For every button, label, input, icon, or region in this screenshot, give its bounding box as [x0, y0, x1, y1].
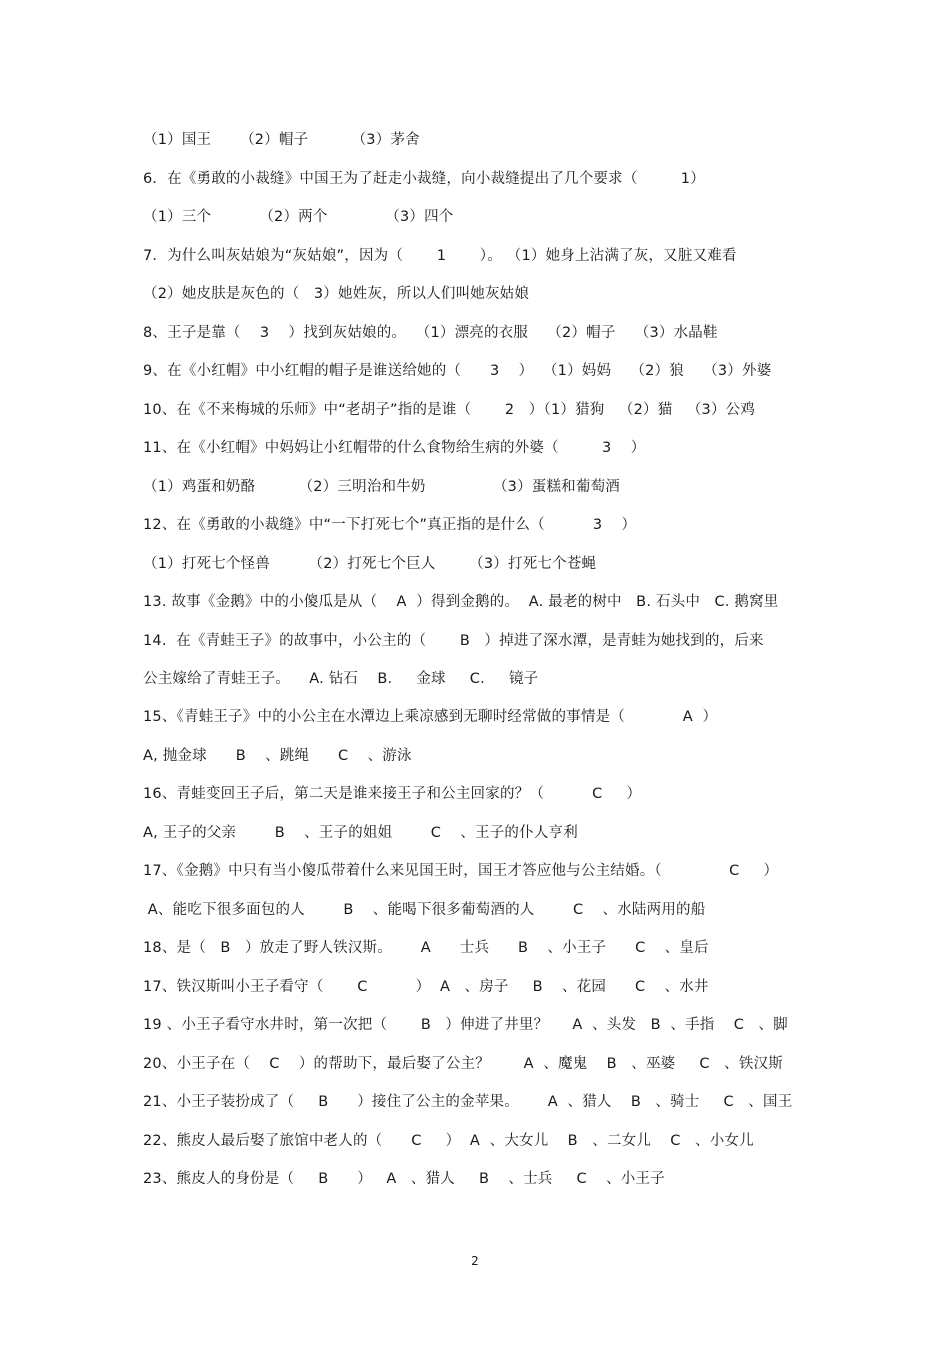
question-20: 20、小王子在（ C ）的帮助下，最后娶了公主？ A 、魔鬼 B 、巫婆 C 、铁汉斯	[143, 1056, 783, 1072]
question-18: 18、是（ B ）放走了野人铁汉斯。 A 士兵 B 、小王子 C 、皇后	[143, 940, 709, 956]
answer-options-line: A, 抛金球 B 、跳绳 C 、游泳	[143, 748, 412, 764]
question-17b: 17、铁汉斯叫小王子看守（ C ） A 、房子 B 、花园 C 、水井	[143, 979, 709, 995]
question-22: 22、熊皮人最后娶了旅馆中老人的（ C ） A 、大女儿 B 、二女儿 C 、小女儿	[143, 1133, 754, 1149]
answer-options-line: （2）她皮肤是灰色的（ 3）她姓灰，所以人们叫她灰姑娘	[143, 286, 530, 302]
answer-options-line: （1）国王 （2）帽子 （3）茅舍	[143, 132, 420, 148]
question-14: 14. 在《青蛙王子》的故事中，小公主的（ B ）掉进了深水潭，是青蛙为她找到的，后来	[143, 633, 764, 649]
question-17: 17、《金鹅》中只有当小傻瓜带着什么来见国王时，国王才答应他与公主结婚。（ C ）	[143, 863, 779, 879]
answer-options-line: A、能吃下很多面包的人 B 、能喝下很多葡萄酒的人 C 、水陆两用的船	[143, 902, 706, 918]
answer-options-line: （1）打死七个怪兽 （2）打死七个巨人 （3）打死七个苍蝇	[143, 556, 597, 572]
question-16: 16、青蛙变回王子后，第二天是谁来接王子和公主回家的？（ C ）	[143, 786, 642, 802]
page-number: 2	[471, 1254, 479, 1268]
question-9: 9、在《小红帽》中小红帽的帽子是谁送给她的（ 3 ） （1）妈妈 （2）狼 （3）外婆	[143, 363, 772, 379]
question-11: 11、在《小红帽》中妈妈让小红帽带的什么食物给生病的外婆（ 3 ）	[143, 440, 646, 456]
answer-options-line: （1）三个 （2）两个 （3）四个	[143, 209, 454, 225]
question-23: 23、熊皮人的身份是（ B ） A 、猎人 B 、士兵 C 、小王子	[143, 1171, 665, 1187]
question-8: 8、王子是靠（ 3 ）找到灰姑娘的。 （1）漂亮的衣服 （2）帽子 （3）水晶鞋	[143, 325, 718, 341]
question-15: 15、《青蛙王子》中的小公主在水潭边上乘凉感到无聊时经常做的事情是（ A ）	[143, 709, 718, 725]
question-21: 21、小王子装扮成了（ B ）接住了公主的金苹果。 A 、猎人 B 、骑士 C 、国王	[143, 1094, 793, 1110]
question-7: 7．为什么叫灰姑娘为“灰姑娘”，因为（ 1 ）。 （1）她身上沾满了灰，又脏又难看	[143, 248, 737, 264]
question-19: 19 、小王子看守水井时，第一次把（ B ）伸进了井里？ A 、头发 B 、手指 C 、脚	[143, 1017, 788, 1033]
answer-options-line: A, 王子的父亲 B 、王子的姐姐 C 、王子的仆人亨利	[143, 825, 578, 841]
question-13: 13. 故事《金鹅》中的小傻瓜是从（ A ）得到金鹅的。 A. 最老的树中 B. 石头中 C. 鹅窝里	[143, 594, 779, 610]
question-10: 10、在《不来梅城的乐师》中“老胡子”指的是谁（ 2 ）（1）猎狗 （2）猫 （3）公鸡	[143, 402, 756, 418]
answer-options-line: （1）鸡蛋和奶酪 （2）三明治和牛奶 （3）蛋糕和葡萄酒	[143, 479, 620, 495]
question-12: 12、在《勇敢的小裁缝》中“一下打死七个”真正指的是什么（ 3 ）	[143, 517, 637, 533]
question-14-continued: 公主嫁给了青蛙王子。 A. 钻石 B. 金球 C. 镜子	[143, 671, 539, 687]
question-6: 6．在《勇敢的小裁缝》中国王为了赶走小裁缝，向小裁缝提出了几个要求（ 1）	[143, 171, 705, 187]
